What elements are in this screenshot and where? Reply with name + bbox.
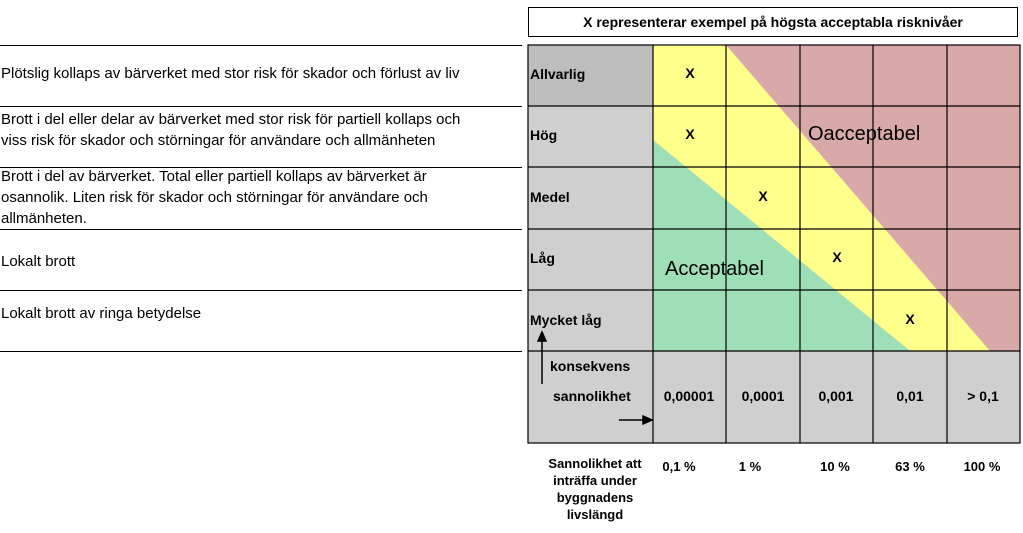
consequence-description-allvarlig: Plötslig kollaps av bärverket med stor risk för skador och förlust av liv (1, 65, 460, 82)
lifetime-caption: Sannolikhet att inträffa under byggnadens livslängd (548, 456, 642, 522)
lifetime-percentage: 0,1 % (662, 459, 696, 474)
level-mycket-lag: Mycket låg (530, 312, 602, 328)
level-hog: Hög (530, 127, 558, 143)
risk-limit-mark: X (685, 65, 695, 81)
lifetime-percentage: 100 % (963, 459, 1001, 474)
consequence-description-medel: Brott i del av bärverket. Total eller partiell kollaps av bärverket är osannolik. Liten risk för skador och störningar för användare och allmänheten. (1, 168, 428, 227)
probability-value: 0,01 (896, 388, 924, 404)
level-lag: Låg (530, 250, 555, 266)
level-allvarlig: Allvarlig (530, 66, 586, 82)
zone-label-acceptable: Acceptabel (665, 258, 764, 280)
risk-limit-mark: X (832, 249, 842, 265)
probability-value: > 0,1 (967, 388, 999, 404)
consequence-axis-label: konsekvens (550, 358, 631, 374)
lifetime-percentage: 10 % (820, 459, 850, 474)
chart-title: X representerar exempel på högsta acceptabla risknivåer (528, 7, 1018, 37)
consequence-description-mycket-lag: Lokalt brott av ringa betydelse (1, 305, 202, 322)
probability-axis-label: sannolikhet (553, 388, 631, 404)
risk-limit-mark: X (685, 126, 695, 142)
lifetime-percentage: 1 % (738, 459, 762, 474)
zone-label-unacceptable: Oacceptabel (808, 123, 921, 145)
consequence-description-hog: Brott i del eller delar av bärverket med stor risk för partiell kollaps och viss risk för skador och störningar för användare och allmänheten (1, 111, 461, 149)
probability-value: 0,001 (818, 388, 854, 404)
probability-value: 0,00001 (663, 388, 715, 404)
consequence-description-lag: Lokalt brott (1, 253, 76, 270)
level-medel: Medel (530, 189, 570, 205)
risk-limit-mark: X (905, 311, 915, 327)
probability-value: 0,0001 (741, 388, 785, 404)
lifetime-percentage: 63 % (895, 459, 925, 474)
risk-limit-mark: X (758, 188, 768, 204)
